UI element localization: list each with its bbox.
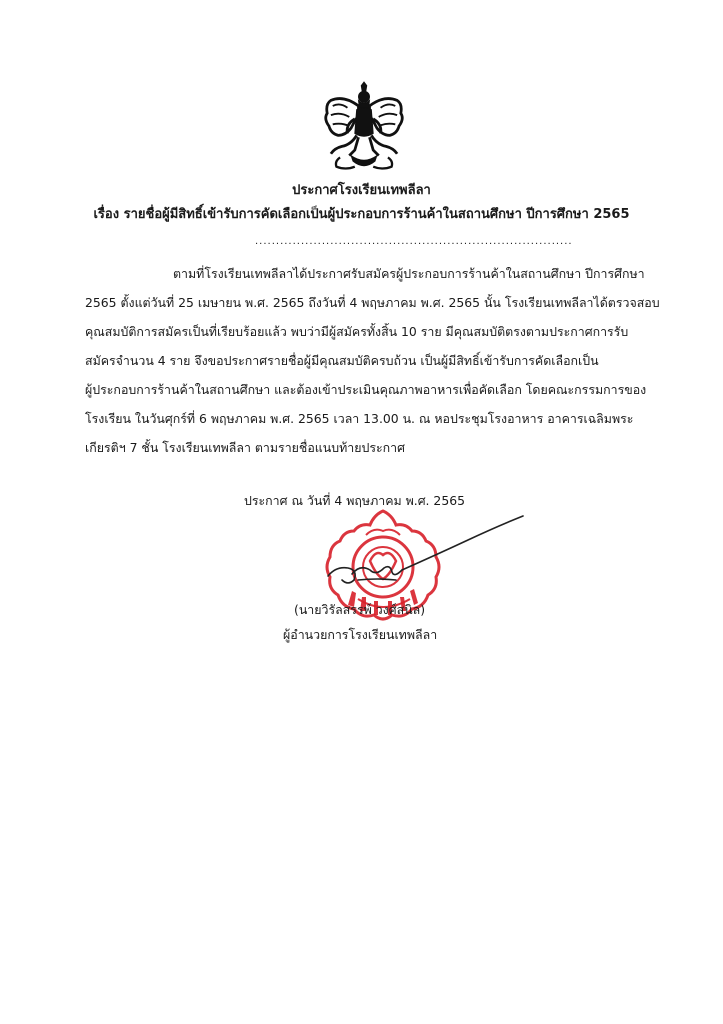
body-line-6: โรงเรียน ในวันศุกร์ที่ 6 พฤษภาคม พ.ศ. 2565 เวลา 13.00 น. ณ หอประชุมโรงอาหาร อาคารเฉลิมพระ (85, 411, 634, 426)
body-line-3: คุณสมบัติการสมัครเป็นที่เรียบร้อยแล้ว พบว่ามีผู้สมัครทั้งสิ้น 10 ราย มีคุณสมบัติตรงตามประกาศการรับ (85, 324, 629, 339)
body-line-2: 2565 ตั้งแต่วันที่ 25 เมษายน พ.ศ. 2565 ถึงวันที่ 4 พฤษภาคม พ.ศ. 2565 นั้น โรงเรียนเทพลีลาได้ตรวจสอบ (85, 295, 660, 310)
garuda-emblem-icon (318, 82, 410, 174)
body-line-4: สมัครจำนวน 4 ราย จึงขอประกาศรายชื่อผู้มีคุณสมบัติครบถ้วน เป็นผู้มีสิทธิ์เข้ารับการคัดเลือกเป็น (85, 353, 599, 368)
signature-icon (318, 510, 533, 595)
signer-name: (นายวิรัลสรรพ์ วงศ์สนิล) (294, 602, 426, 617)
signer-position: ผู้อำนวยการโรงเรียนเทพลีลา (283, 627, 438, 642)
body-line-5: ผู้ประกอบการร้านค้าในสถานศึกษา และต้องเข้าประเมินคุณภาพอาหารเพื่อคัดเลือก โดยคณะกรรมการของ (85, 382, 647, 397)
announcement-subject: เรื่อง รายชื่อผู้มีสิทธิ์เข้ารับการคัดเลือกเป็นผู้ประกอบการร้านค้าในสถานศึกษา ปีการศึกษา 2565 (93, 207, 630, 222)
body-line-7: เกียรติฯ 7 ชั้น โรงเรียนเทพลีลา ตามรายชื่อแนบท้ายประกาศ (85, 440, 405, 455)
announcement-title: ประกาศโรงเรียนเทพลีลา (292, 183, 431, 198)
announcement-date: ประกาศ ณ วันที่ 4 พฤษภาคม พ.ศ. 2565 (244, 493, 465, 508)
body-line-1: ตามที่โรงเรียนเทพลีลาได้ประกาศรับสมัครผู้ประกอบการร้านค้าในสถานศึกษา ปีการศึกษา (173, 266, 645, 281)
separator-dots: ............................................................................ (255, 236, 573, 247)
